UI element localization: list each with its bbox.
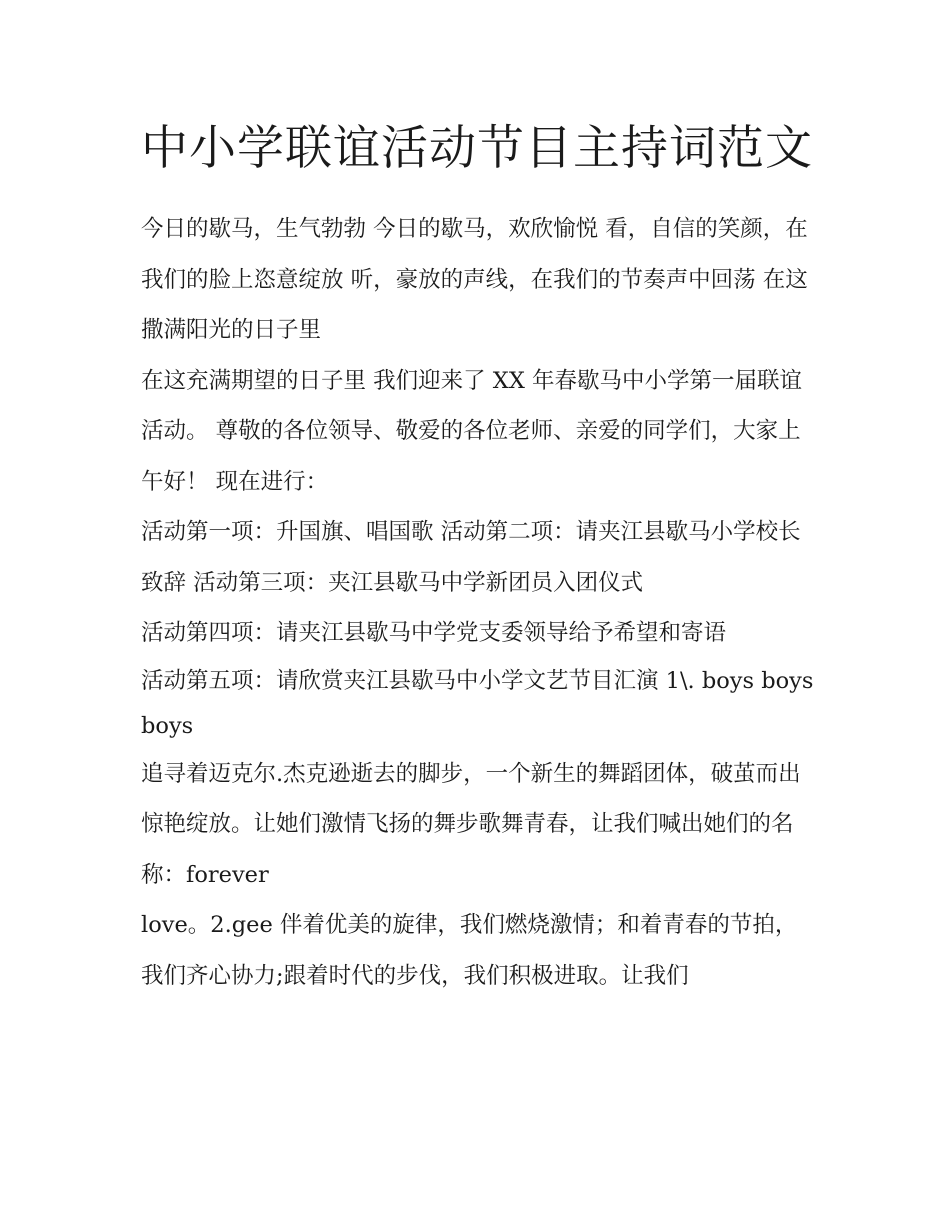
document-body <box>141 112 816 1001</box>
paragraph-boys-intro: 追寻着迈克尔.杰克逊逝去的脚步，一个新生的舞蹈团体，破茧而出惊艳绽放。让她们激情飞扬的舞步歌舞青春，让我们喊出她们的名称：forever <box>141 760 801 888</box>
document-title: 中小学联谊活动节目主持词范文 <box>141 121 813 176</box>
paragraph-opening: 今日的歇马，生气勃勃 今日的歇马，欢欣愉悦 看，自信的笑颜，在我们的脸上恣意绽放 听，豪放的声线，在我们的节奏声中回荡 在这撒满阳光的日子里 <box>141 216 808 343</box>
paragraph-items-1-3: 活动第一项：升国旗、唱国歌 活动第二项：请夹江县歇马小学校长致辞 活动第三项：夹江县歇马中学新团员入团仪式 <box>141 519 801 596</box>
paragraph-greeting: 在这充满期望的日子里 我们迎来了 XX 年春歇马中小学第一届联谊活动。 尊敬的各位领导、敬爱的各位老师、亲爱的同学们，大家上午好！ 现在进行： <box>141 367 802 495</box>
paragraph-item-4: 活动第四项：请夹江县歇马中学党支委领导给予希望和寄语 <box>141 620 727 646</box>
paragraph-gee-intro: love。2.gee 伴着优美的旋律，我们燃烧激情；和着青春的节拍，我们齐心协力;跟着时代的步伐，我们积极进取。让我们 <box>141 912 798 989</box>
paragraph-item-5: 活动第五项：请欣赏夹江县歇马中小学文艺节目汇演 1\. boys boys boys <box>141 667 814 739</box>
